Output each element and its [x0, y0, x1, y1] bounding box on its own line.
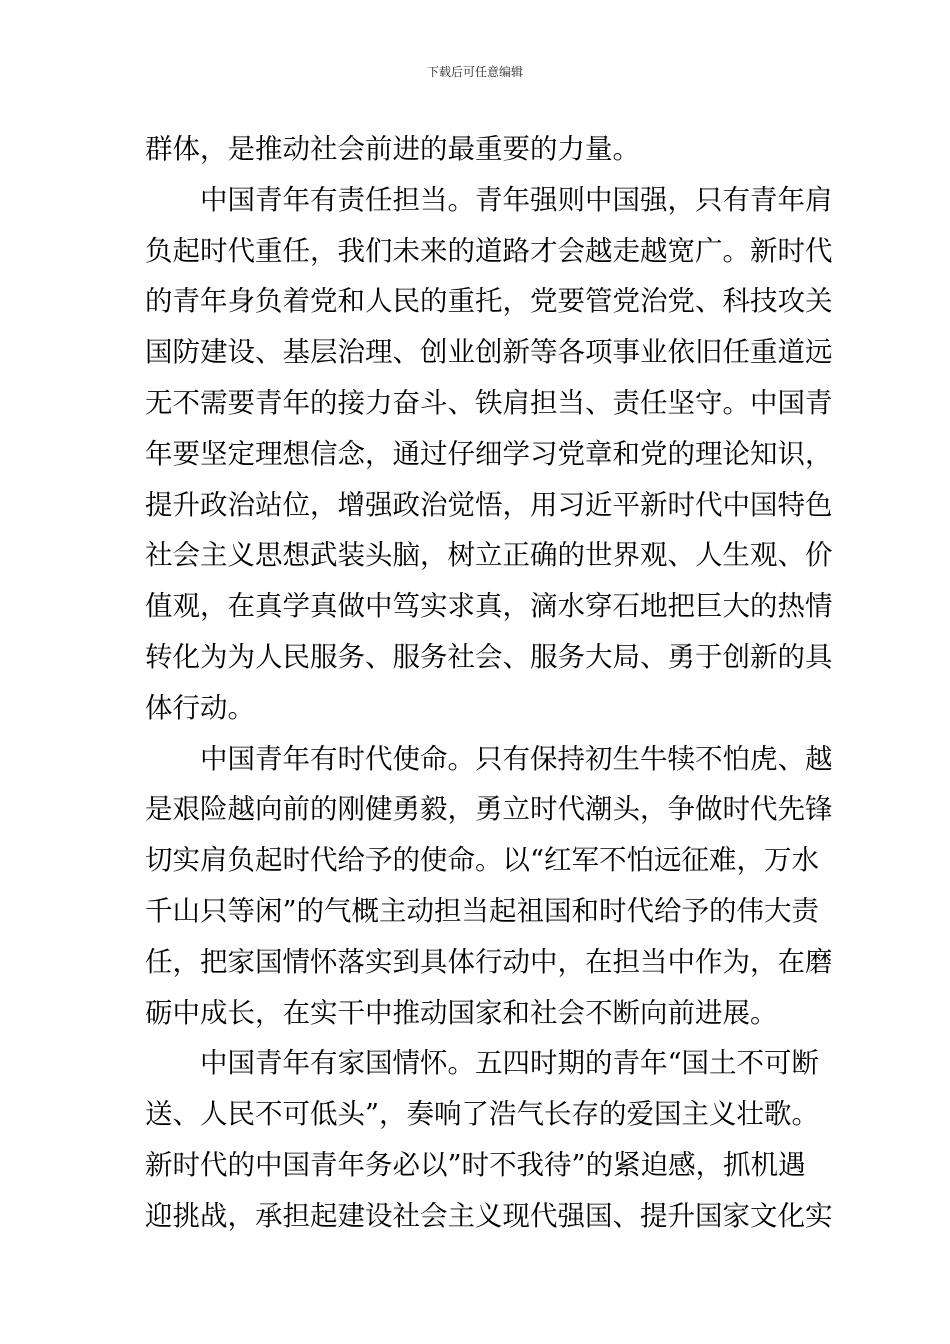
text-line: 无不需要青年的接力奋斗、铁肩担当、责任坚守。中国青 — [145, 386, 833, 419]
paragraph-start-line: 中国青年有家国情怀。五四时期的青年“国土不可断 — [200, 1047, 820, 1080]
text-line: 新时代的中国青年务必以”时不我待”的紧迫感，抓机遇 — [145, 1148, 806, 1181]
text-line: 砺中成长，在实干中推动国家和社会不断向前进展。 — [145, 996, 778, 1029]
text-line: 送、人民不可低头”，奏响了浩气长存的爱国主义壮歌。 — [145, 1098, 820, 1131]
text-line: 提升政治站位，增强政治觉悟，用习近平新时代中国特色 — [145, 488, 833, 521]
text-line: 年要坚定理想信念，通过仔细学习党章和党的理论知识， — [145, 437, 833, 470]
text-line: 转化为为人民服务、服务社会、服务大局、勇于创新的具 — [145, 640, 833, 673]
text-line: 国防建设、基层治理、创业创新等各项事业依旧任重道远 — [145, 336, 833, 369]
paragraph-start-line: 中国青年有时代使命。只有保持初生牛犊不怕虎、越 — [200, 742, 833, 775]
text-line: 体行动。 — [145, 691, 255, 724]
text-line: 负起时代重任，我们未来的道路才会越走越宽广。新时代 — [145, 234, 833, 267]
paragraph-start-line: 中国青年有责任担当。青年强则中国强，只有青年肩 — [200, 183, 833, 216]
text-line: 社会主义思想武装头脑，树立正确的世界观、人生观、价 — [145, 539, 833, 572]
document-body — [145, 124, 833, 1242]
text-line: 是艰险越向前的刚健勇毅，勇立时代潮头，争做时代先锋 — [145, 793, 833, 826]
text-line: 的青年身负着党和人民的重托，党要管党治党、科技攻关 — [145, 285, 833, 318]
text-line: 迎挑战，承担起建设社会主义现代强国、提升国家文化实 — [145, 1199, 833, 1232]
page-header-note: 下载后可任意编辑 — [426, 65, 523, 79]
text-line: 切实肩负起时代给予的使命。以“红军不怕远征难，万水 — [145, 844, 820, 877]
text-line: 任，把家国情怀落实到具体行动中，在担当中作为，在磨 — [145, 945, 833, 978]
text-line: 千山只等闲”的气概主动担当起祖国和时代给予的伟大责 — [145, 894, 820, 927]
text-line: 群体，是推动社会前进的最重要的力量。 — [145, 133, 640, 165]
text-line: 值观，在真学真做中笃实求真，滴水穿石地把巨大的热情 — [145, 590, 833, 623]
